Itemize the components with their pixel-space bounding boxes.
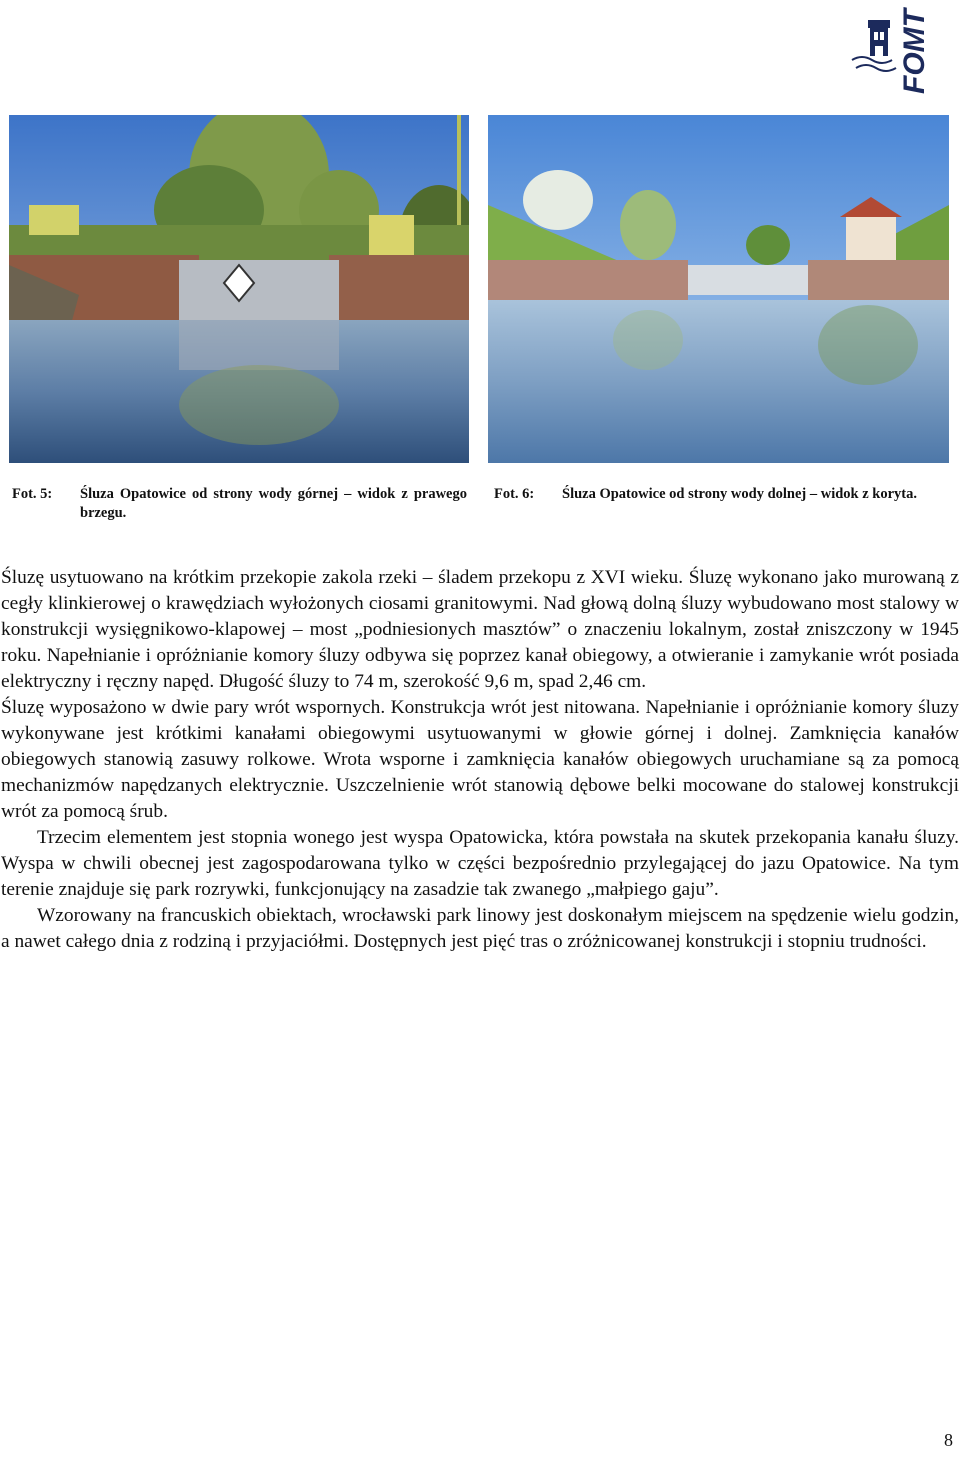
paragraph-4: Wzorowany na francuskich obiektach, wrocławski park linowy jest doskonałym miejscem na spędzenie wielu godzin, a nawet całego dnia z rodziną i przyjaciółmi. Dostępnych jest pięć tras o zróżnicowanej konstrukcji i stopniu trudności. xyxy=(1,905,959,952)
page-number: 8 xyxy=(944,1430,953,1450)
photo-5-image xyxy=(9,115,469,463)
fomt-logo xyxy=(848,4,932,96)
lock-photo-upper-water xyxy=(9,115,469,463)
paragraph-3: Trzecim elementem jest stopnia wonego jest wyspa Opatowicka, która powstała na skutek przekopania kanału śluzy. Wyspa w chwili obecnej jest zagospodarowana tylko w części bezpośrednio przylegającej do jazu Opatowice. Na tym terenie znajduje się park rozrywki, funkcjonujący na zasadzie tak zwanego „małpiego gaju”. xyxy=(1,827,959,900)
caption-number: Fot. 6: xyxy=(494,486,535,502)
lock-photo-lower-water xyxy=(488,115,949,463)
body-text xyxy=(1,565,959,955)
photo-6-caption xyxy=(494,485,946,504)
photo-6-image xyxy=(488,115,949,463)
caption-text: Śluza Opatowice od strony wody górnej – widok z prawego brzegu. xyxy=(80,486,467,521)
caption-text: Śluza Opatowice od strony wody dolnej – widok z koryta. xyxy=(562,486,918,502)
logo-text: FOMT xyxy=(898,9,931,94)
photo-5-caption xyxy=(12,485,467,523)
caption-number: Fot. 5: xyxy=(12,486,53,502)
paragraph-2: Śluzę wyposażono w dwie pary wrót wspornych. Konstrukcja wrót jest nitowana. Napełnianie i opróżnianie komory śluzy wykonywane jest krótkimi kanałami obiegowymi usytuowanymi w głowie górnej i dolnej. Zamknięcia kanałów obiegowych stanowią zasuwy rolkowe. Wrota wsporne i zamknięcia kanałów obiegowych uruchamiane są za pomocą mechanizmów napędzanych elektrycznie. Uszczelnienie wrót stanowią dębowe belki mocowane do stalowej konstrukcji wrót za pomocą śrub. xyxy=(1,697,959,822)
paragraph-1: Śluzę usytuowano na krótkim przekopie zakola rzeki – śladem przekopu z XVI wieku. Śluzę wykonano jako murowaną z cegły klinkierowej o krawędziach wyłożonych ciosami granitowymi. Nad głową dolną śluzy wybudowano most stalowy w konstrukcji wysięgnikowo-klapowej – most „podniesionych masztów” o znaczeniu lokalnym, został zniszczony w 1945 roku. Napełnianie i opróżnianie komory śluzy odbywa się poprzez kanał obiegowy, a otwieranie i zamykanie wrót posiada elektryczny i ręczny napęd. Długość śluzy to 74 m, szerokość 9,6 m, spad 2,46 cm. xyxy=(1,567,959,692)
